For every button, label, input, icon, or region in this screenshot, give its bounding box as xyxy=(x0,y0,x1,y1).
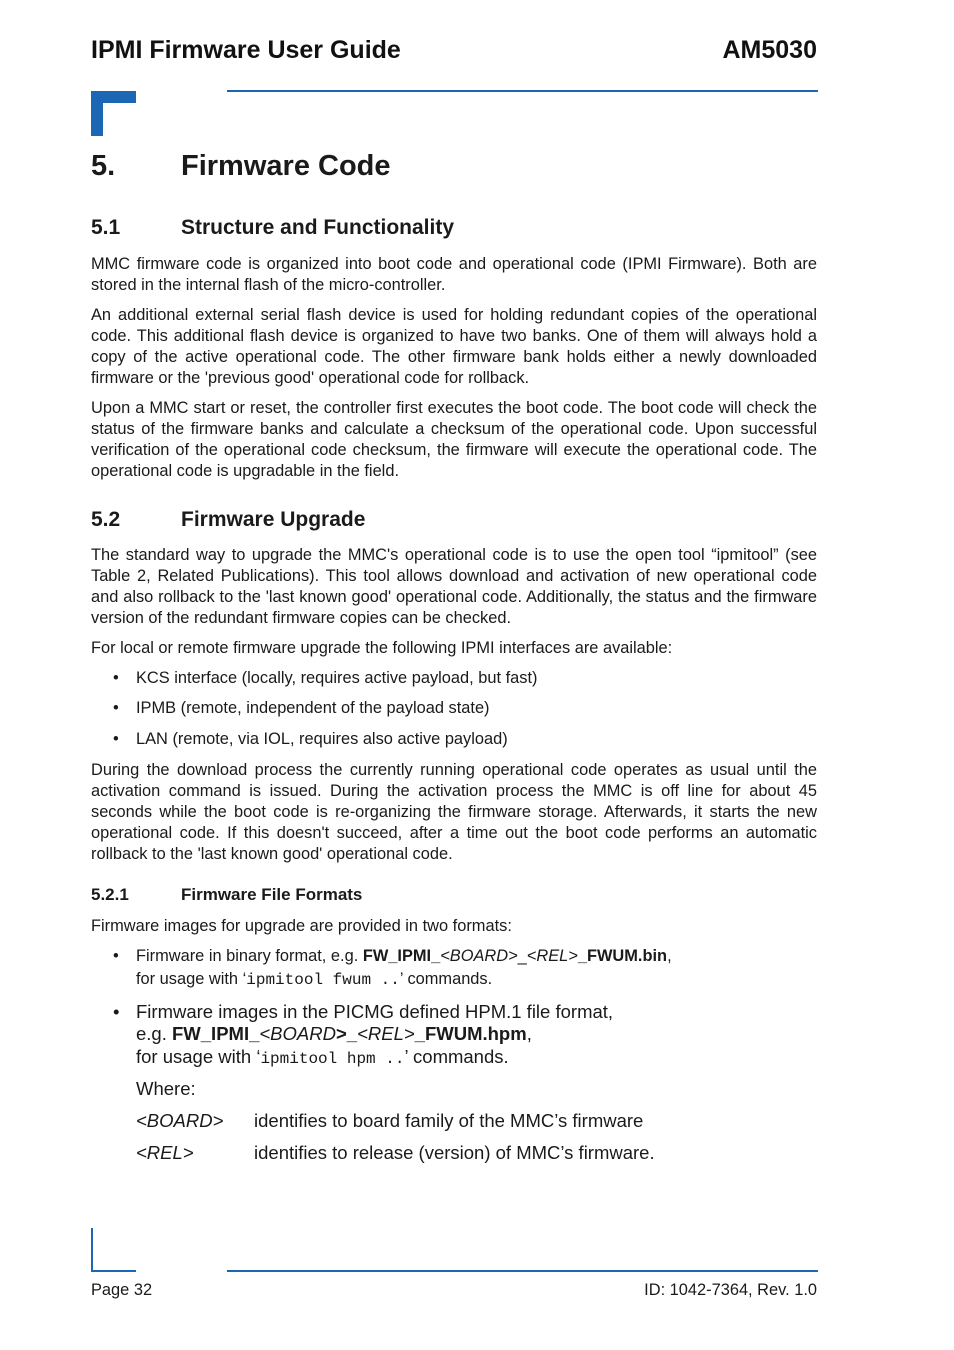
binary-format-sep: _ xyxy=(517,947,527,965)
header-product: AM5030 xyxy=(722,36,817,64)
list-item-kcs: KCS interface (locally, requires active payload, but fast) xyxy=(136,669,538,687)
subsection-title-5-2-1: Firmware File Formats xyxy=(181,885,363,904)
def-term-board: <BOARD> xyxy=(136,1110,224,1131)
header-rule xyxy=(227,90,818,92)
binary-usage-pre: for usage with ‘ xyxy=(136,970,247,988)
section-title-5-2: Firmware Upgrade xyxy=(181,508,366,531)
hpm-usage-line xyxy=(136,1046,509,1068)
corner-mark-vertical xyxy=(91,91,103,136)
section-number-5-2: 5.2 xyxy=(91,508,121,531)
paragraph-5-2-c: During the download process the currently running operational code operates as usual until the activation command is issued. During the activation process the MMC is off line for about 45 seconds while the boot code is re-organizing the firmware storage. Afterwards, it starts the new operational code. If this doesn't succeed, after a time out the boot code performs an automatic rollback to the 'last known good' operational code. xyxy=(91,761,817,863)
hpm-format-rel: <REL> xyxy=(357,1023,415,1044)
binary-format-comma: , xyxy=(667,947,672,965)
where-label: Where: xyxy=(136,1078,196,1099)
def-desc-rel: identifies to release (version) of MMC’s firmware. xyxy=(254,1142,655,1163)
section-number-5-1: 5.1 xyxy=(91,216,121,239)
paragraph-5-2-1-intro: Firmware images for upgrade are provided in two formats: xyxy=(91,917,512,935)
list-item-ipmb: IPMB (remote, independent of the payload state) xyxy=(136,699,490,717)
binary-format-pre: Firmware in binary format, e.g. xyxy=(136,947,363,965)
chapter-number: 5. xyxy=(91,150,116,182)
paragraph-5-1-a: MMC firmware code is organized into boot code and operational code (IPMI Firmware). Both are stored in the internal flash of the micro-controller. xyxy=(91,255,817,294)
list-item-lan: LAN (remote, via IOL, requires also active payload) xyxy=(136,730,508,748)
binary-format-board: <BOARD> xyxy=(440,947,518,965)
hpm-format-eg: e.g. xyxy=(136,1023,172,1044)
def-term-rel: <REL> xyxy=(136,1142,194,1163)
paragraph-5-2-b: For local or remote firmware upgrade the following IPMI interfaces are available: xyxy=(91,639,673,657)
footer-corner-vertical xyxy=(91,1228,93,1272)
subsection-number-5-2-1: 5.2.1 xyxy=(91,885,129,904)
paragraph-5-1-c: Upon a MMC start or reset, the controller first executes the boot code. The boot code will check the status of the firmware banks and calculate a checksum of the operational code. Upon successful verification of the operational code checksum, the firmware will execute the operational code. The operational code is upgradable in the field. xyxy=(91,399,817,480)
hpm-usage-pre: for usage with ‘ xyxy=(136,1046,261,1067)
paragraph-5-2-a: The standard way to upgrade the MMC's operational code is to use the open tool “ipmitool” (see Table 2, Related Publications). This tool allows download and activation of new operational code and also rollback to the 'last known good' operational code. Additionally, the status and the firmware version of the redundant firmware copies can be checked. xyxy=(91,546,817,627)
hpm-format-fw: FW_IPMI_ xyxy=(172,1023,260,1044)
binary-format-rel: <REL> xyxy=(526,947,578,965)
binary-usage-command: ipmitool fwum .. xyxy=(246,971,400,989)
bullet-marker: • xyxy=(113,669,119,687)
hpm-format-comma: , xyxy=(526,1023,532,1044)
binary-usage-line xyxy=(136,970,492,989)
hpm-usage-command: ipmitool hpm .. xyxy=(260,1050,405,1068)
bullet-marker: • xyxy=(113,699,119,717)
bullet-marker: • xyxy=(113,947,119,965)
binary-format-suffix: _FWUM.bin xyxy=(577,947,668,965)
hpm-format-line-1: Firmware images in the PICMG defined HPM.1 file format, xyxy=(136,1001,614,1022)
def-desc-board: identifies to board family of the MMC’s firmware xyxy=(254,1110,644,1131)
footer-rule xyxy=(227,1270,818,1272)
binary-usage-post: ’ commands. xyxy=(399,970,493,988)
chapter-title: Firmware Code xyxy=(181,150,391,182)
hpm-format-sep: >_ xyxy=(335,1023,358,1044)
section-title-5-1: Structure and Functionality xyxy=(181,216,455,239)
binary-format-fw: FW_IPMI_ xyxy=(362,947,441,965)
bullet-marker: • xyxy=(113,1001,120,1022)
hpm-usage-post: ’ commands. xyxy=(404,1046,509,1067)
paragraph-5-1-b: An additional external serial flash device is used for holding redundant copies of the operational code. This additional flash device is organized to have two banks. One of them will always hold a copy of the active operational code. The other firmware bank holds either a newly downloaded firmware or the 'previous good' operational code for rollback. xyxy=(91,306,817,387)
bullet-marker: • xyxy=(113,730,119,748)
hpm-format-board: <BOARD xyxy=(259,1023,336,1044)
hpm-format-line-2 xyxy=(136,1023,532,1045)
header-title: IPMI Firmware User Guide xyxy=(91,36,401,64)
document-id: ID: 1042-7364, Rev. 1.0 xyxy=(644,1281,817,1299)
binary-format-line xyxy=(136,947,672,966)
page-number: Page 32 xyxy=(91,1281,153,1299)
footer-corner-horizontal xyxy=(91,1270,136,1272)
hpm-format-suffix: _FWUM.hpm xyxy=(414,1023,527,1044)
